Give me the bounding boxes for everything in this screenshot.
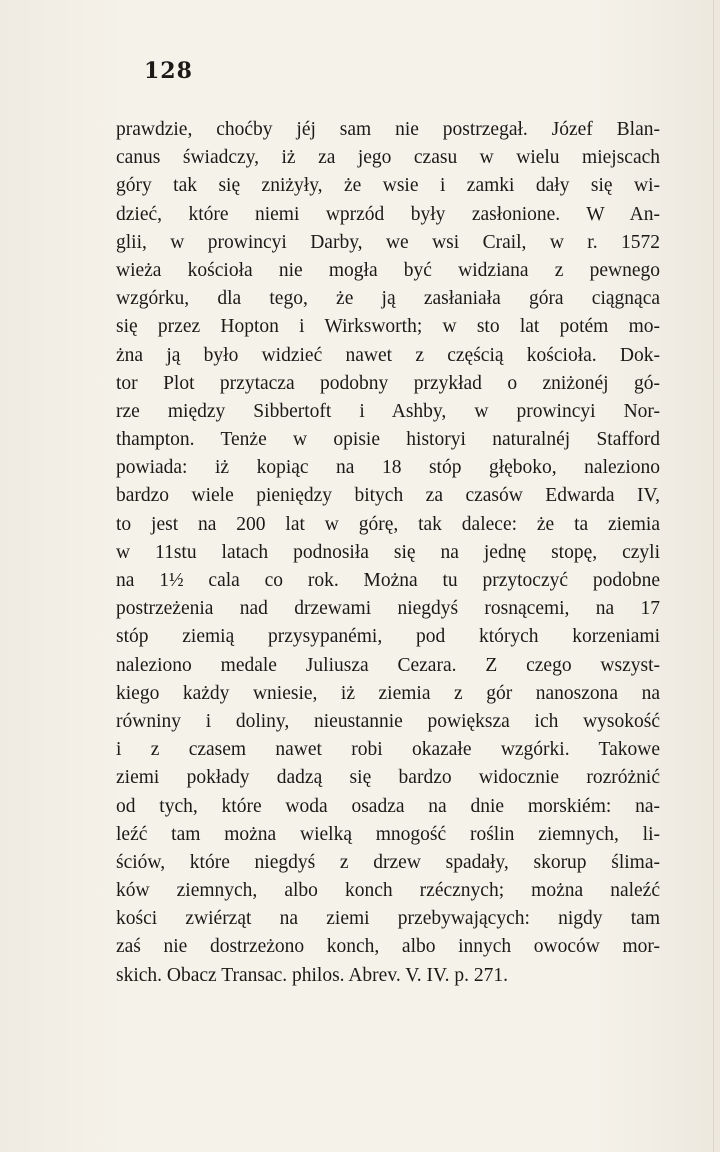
text-line: glii, w prowincyi Darby, we wsi Crail, w r. 1572: [116, 231, 660, 253]
text-line: rze między Sibbertoft i Ashby, w prowincyi Nor-: [116, 400, 660, 422]
page-number: 128: [144, 58, 193, 84]
text-line: dzieć, które niemi wprzód były zasłonione. W An-: [116, 203, 660, 225]
text-line: leźć tam można wielką mnogość roślin ziemnych, li-: [116, 823, 660, 845]
text-line: ziemi pokłady dadzą się bardzo widocznie rozróżnić: [116, 767, 660, 789]
text-line: to jest na 200 lat w górę, tak dalece: że ta ziemia: [116, 513, 660, 535]
text-line: thampton. Tenże w opisie historyi naturalnéj Stafford: [116, 429, 660, 451]
text-line: powiada: iż kopiąc na 18 stóp głęboko, naleziono: [116, 457, 660, 479]
text-line: ków ziemnych, albo konch rzécznych; można naleźć: [116, 880, 660, 902]
text-line: w 11stu latach podnosiła się na jednę stopę, czyli: [116, 541, 660, 563]
text-line: kości zwiérząt na ziemi przebywających: nigdy tam: [116, 908, 660, 930]
text-line: od tych, które woda osadza na dnie morskiém: na-: [116, 795, 660, 817]
text-line: postrzeżenia nad drzewami niegdyś rosnącemi, na 17: [116, 598, 660, 620]
text-line: stóp ziemią przysypanémi, pod których korzeniami: [116, 626, 660, 648]
text-line: bardzo wiele pieniędzy bitych za czasów Edwarda IV,: [116, 485, 660, 507]
text-line: na 1½ cala co rok. Można tu przytoczyć podobne: [116, 570, 660, 591]
text-line: równiny i doliny, nieustannie powiększa ich wysokość: [116, 710, 660, 732]
text-line: się przez Hopton i Wirksworth; w sto lat potém mo-: [116, 316, 660, 338]
text-line: prawdzie, choćby jéj sam nie postrzegał. Józef Blan-: [116, 119, 660, 140]
page-edge: [713, 0, 714, 1152]
text-line-citation: skich. Obacz Transac. philos. Abrev. V. IV. p. 271.: [116, 964, 508, 986]
text-line: góry tak się zniżyły, że wsie i zamki dały się wi-: [116, 175, 660, 197]
text-line: tor Plot przytacza podobny przykład o zniżonéj gó-: [116, 372, 660, 394]
text-line: zaś nie dostrzeżono konch, albo innych owoców mor-: [116, 936, 660, 958]
text-line: naleziono medale Juliusza Cezara. Z czego wszyst-: [116, 654, 660, 676]
text-line: i z czasem nawet robi okazałe wzgórki. Takowe: [116, 739, 660, 761]
text-line: canus świadczy, iż za jego czasu w wielu miejscach: [116, 147, 660, 169]
text-line: żna ją było widzieć nawet z częścią kościoła. Dok-: [116, 344, 660, 366]
text-line: kiego każdy wniesie, iż ziemia z gór nanoszona na: [116, 682, 660, 704]
text-line: wieża kościoła nie mogła być widziana z pewnego: [116, 259, 660, 281]
text-line: wzgórku, dla tego, że ją zasłaniała góra ciągnąca: [116, 288, 660, 310]
body-text: [116, 116, 660, 990]
text-line: ściów, które niegdyś z drzew spadały, skorup ślima-: [116, 851, 660, 873]
